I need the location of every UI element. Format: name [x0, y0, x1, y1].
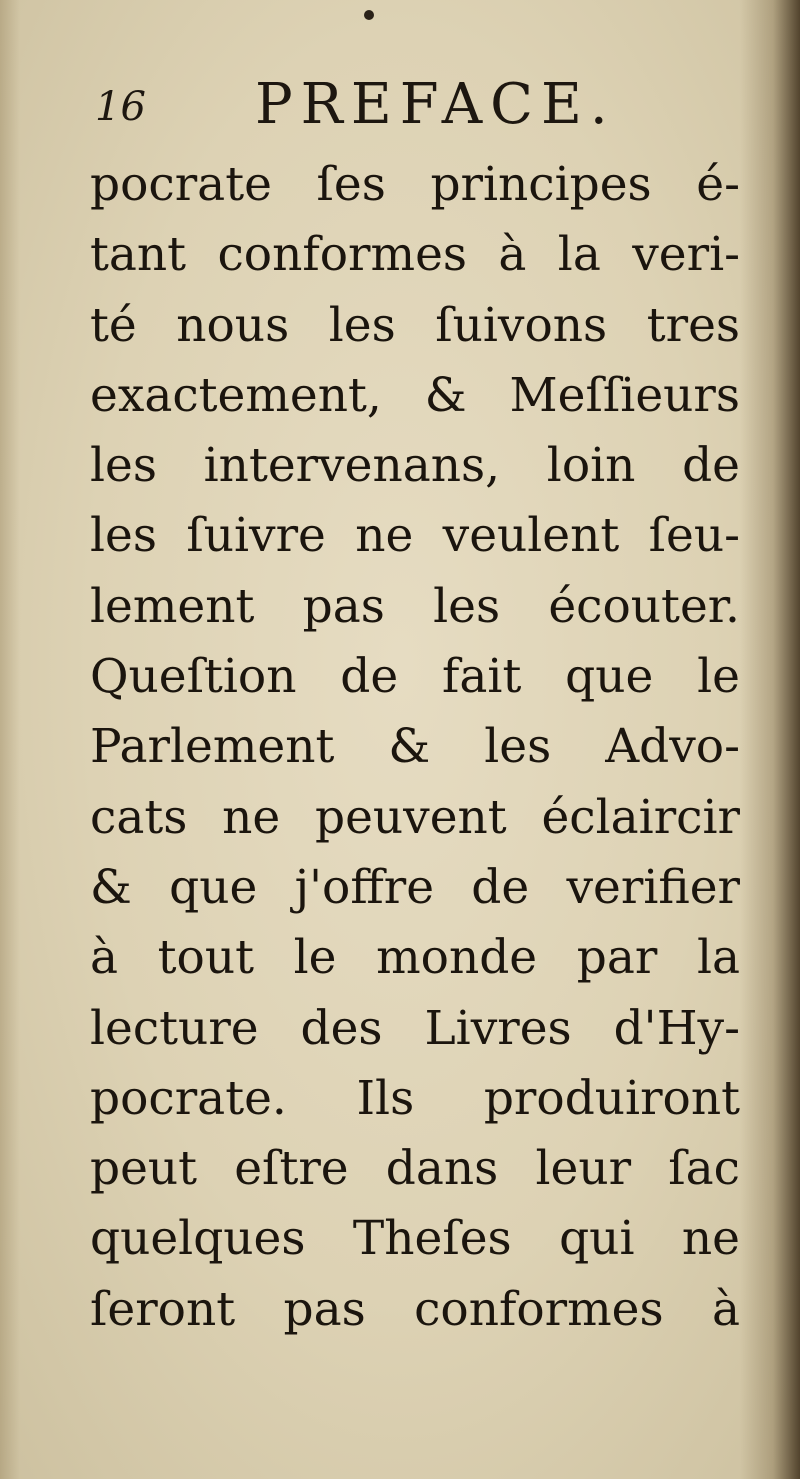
text-line: à tout le monde par la [90, 930, 740, 986]
text-line: peut eſtre dans leur ſac [90, 1141, 740, 1197]
running-title: PREFACE. [255, 72, 616, 137]
page-number: 16 [95, 84, 146, 130]
text-line: exactement, & Meſſieurs [90, 367, 740, 423]
text-line: lecture des Livres d'Hy- [90, 1000, 740, 1056]
text-line: les ſuivre ne veulent ſeu- [90, 508, 740, 564]
text-line: les intervenans, loin de [90, 438, 740, 494]
text-line: ſeront pas conformes à [90, 1281, 740, 1337]
text-line: pocrate. Ils produiront [90, 1070, 740, 1126]
ink-dot [364, 10, 374, 20]
body-text [90, 150, 740, 1345]
page-shadow-left [0, 0, 20, 1479]
text-line: pocrate ſes principes é- [90, 157, 740, 212]
text-line: cats ne peuvent éclaircir [90, 789, 740, 845]
page-header [95, 72, 735, 142]
page-gutter-shadow [740, 0, 800, 1479]
text-line: Queſtion de fait que le [90, 649, 740, 705]
text-line: quelques Theſes qui ne [90, 1211, 740, 1267]
text-line: tant conformes à la veri- [90, 227, 740, 283]
text-line: té nous les ſuivons tres [90, 297, 740, 353]
text-line: Parlement & les Advo- [90, 719, 740, 775]
text-line: & que j'offre de verifier [90, 859, 740, 915]
text-line: lement pas les écouter. [90, 578, 740, 634]
